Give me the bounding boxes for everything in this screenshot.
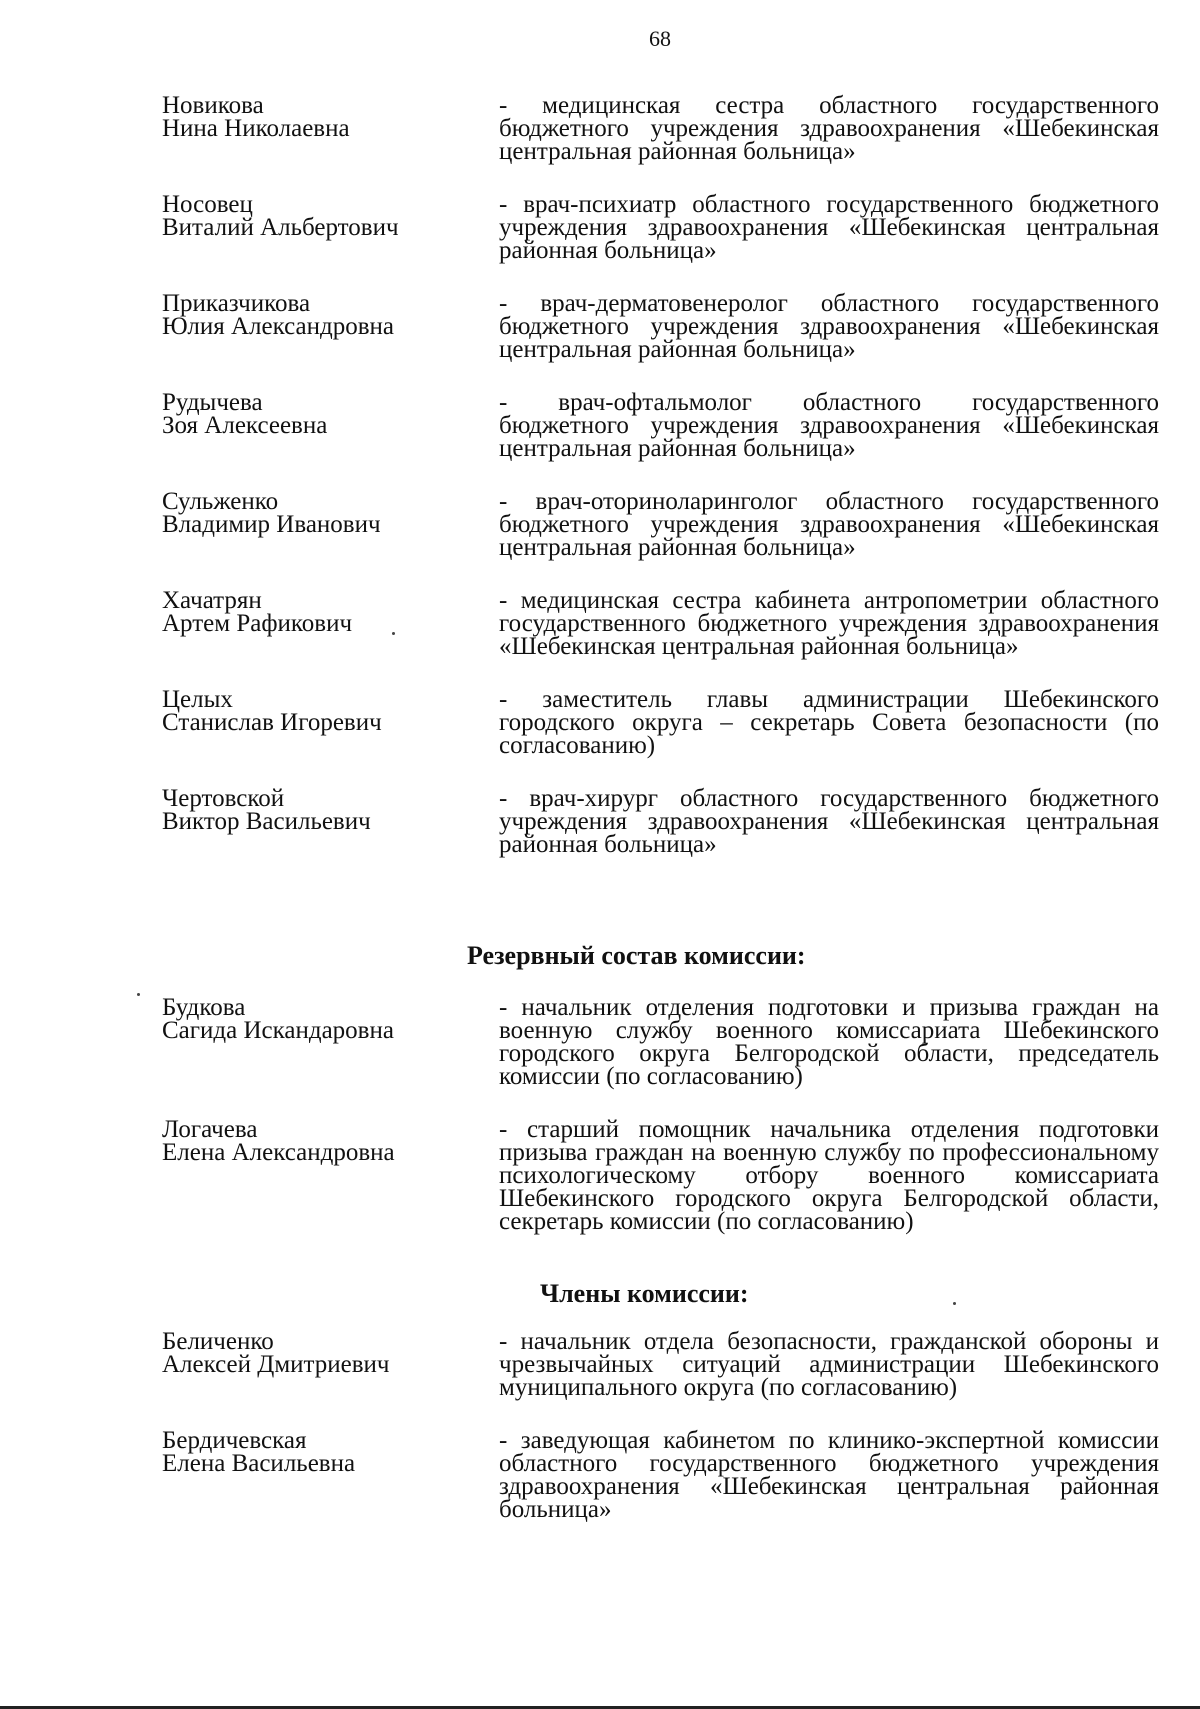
member-name [0,1118,499,1233]
member-name [0,193,499,262]
member-name [0,94,499,163]
member-role: - врач-офтальмолог областного государственного бюджетного учреждения здравоохранения «Шебекинская центральная районная больница» [499,389,1159,462]
member-role: - начальник отделения подготовки и призыва граждан на военную службу военного комиссариата Шебекинского городского округа Белгородской области, председатель комиссии (по согласованию) [499,994,1159,1090]
member-role: - врач-дерматовенеролог областного государственного бюджетного учреждения здравоохранения «Шебекинская центральная районная больница» [499,290,1159,363]
member-name [0,292,499,361]
member-role: - старший помощник начальника отделения подготовки призыва граждан на военную службу по профессиональному психологическому отбору военного комиссариата Шебекинского городского округа Белгородской области, секретарь комиссии (по согласованию) [499,1116,1159,1235]
member-given-names: Артем Рафикович [162,610,353,637]
member-given-names: Станислав Игоревич [162,709,382,736]
member-surname: Рудычева [162,389,263,416]
commission-members-list [0,1330,1200,1551]
reserve-members-list [0,996,1200,1263]
member-role: - врач-оториноларинголог областного государственного бюджетного учреждения здравоохранения «Шебекинская центральная районная больница» [499,488,1159,561]
member-name [0,1330,499,1399]
member-name [0,1429,499,1521]
member-given-names: Виктор Васильевич [162,808,371,835]
member-name [0,688,499,757]
member-row [0,996,1200,1088]
member-role: - медицинская сестра кабинета антропометрии областного государственного бюджетного учреждения здравоохранения «Шебекинская центральная районная больница» [499,587,1159,660]
member-given-names: Алексей Дмитриевич [162,1351,390,1378]
member-surname: Приказчикова [162,290,311,317]
member-surname: Логачева [162,1116,258,1143]
member-surname: Носовец [162,191,253,218]
member-row [0,787,1200,856]
scan-speck [953,1302,956,1305]
member-row [0,490,1200,559]
member-surname: Будкова [162,994,246,1021]
member-given-names: Елена Васильевна [162,1450,356,1477]
member-row [0,94,1200,163]
member-role: - заместитель главы администрации Шебекинского городского округа – секретарь Совета безопасности (по согласованию) [499,686,1159,759]
member-role: - начальник отдела безопасности, гражданской обороны и чрезвычайных ситуаций администрации Шебекинского муниципального округа (по согласованию) [499,1328,1159,1401]
page-number: 68 [649,26,671,51]
member-row [0,193,1200,262]
member-row [0,391,1200,460]
member-given-names: Нина Николаевна [162,115,350,142]
main-members-list [0,94,1200,886]
member-given-names: Юлия Александровна [162,313,394,340]
member-name [0,589,499,658]
scan-speck [137,993,140,996]
scan-speck [392,632,395,635]
member-surname: Беличенко [162,1328,274,1355]
member-row [0,292,1200,361]
member-surname: Целых [162,686,233,713]
member-surname: Чертовской [162,785,285,812]
member-name [0,996,499,1088]
member-role: - заведующая кабинетом по клинико-экспертной комиссии областного государственного бюджетного учреждения здравоохранения «Шебекинская центральная районная больница» [499,1427,1159,1523]
member-given-names: Владимир Иванович [162,511,381,538]
members-section-heading: Члены комиссии: [540,1279,749,1308]
member-name [0,787,499,856]
member-row [0,589,1200,658]
member-row [0,1330,1200,1399]
member-role: - медицинская сестра областного государственного бюджетного учреждения здравоохранения «Шебекинская центральная районная больница» [499,92,1159,165]
member-surname: Бердичевская [162,1427,307,1454]
member-row [0,1118,1200,1233]
member-surname: Новикова [162,92,264,119]
member-given-names: Сагида Искандаровна [162,1017,394,1044]
member-surname: Сульженко [162,488,279,515]
member-name [0,391,499,460]
member-given-names: Елена Александровна [162,1139,395,1166]
member-role: - врач-хирург областного государственного бюджетного учреждения здравоохранения «Шебекинская центральная районная больница» [499,785,1159,858]
member-given-names: Зоя Алексеевна [162,412,328,439]
member-role: - врач-психиатр областного государственного бюджетного учреждения здравоохранения «Шебекинская центральная районная больница» [499,191,1159,264]
member-name [0,490,499,559]
member-row [0,1429,1200,1521]
member-row [0,688,1200,757]
reserve-section-heading: Резервный состав комиссии: [467,941,806,970]
member-given-names: Виталий Альбертович [162,214,399,241]
member-surname: Хачатрян [162,587,262,614]
